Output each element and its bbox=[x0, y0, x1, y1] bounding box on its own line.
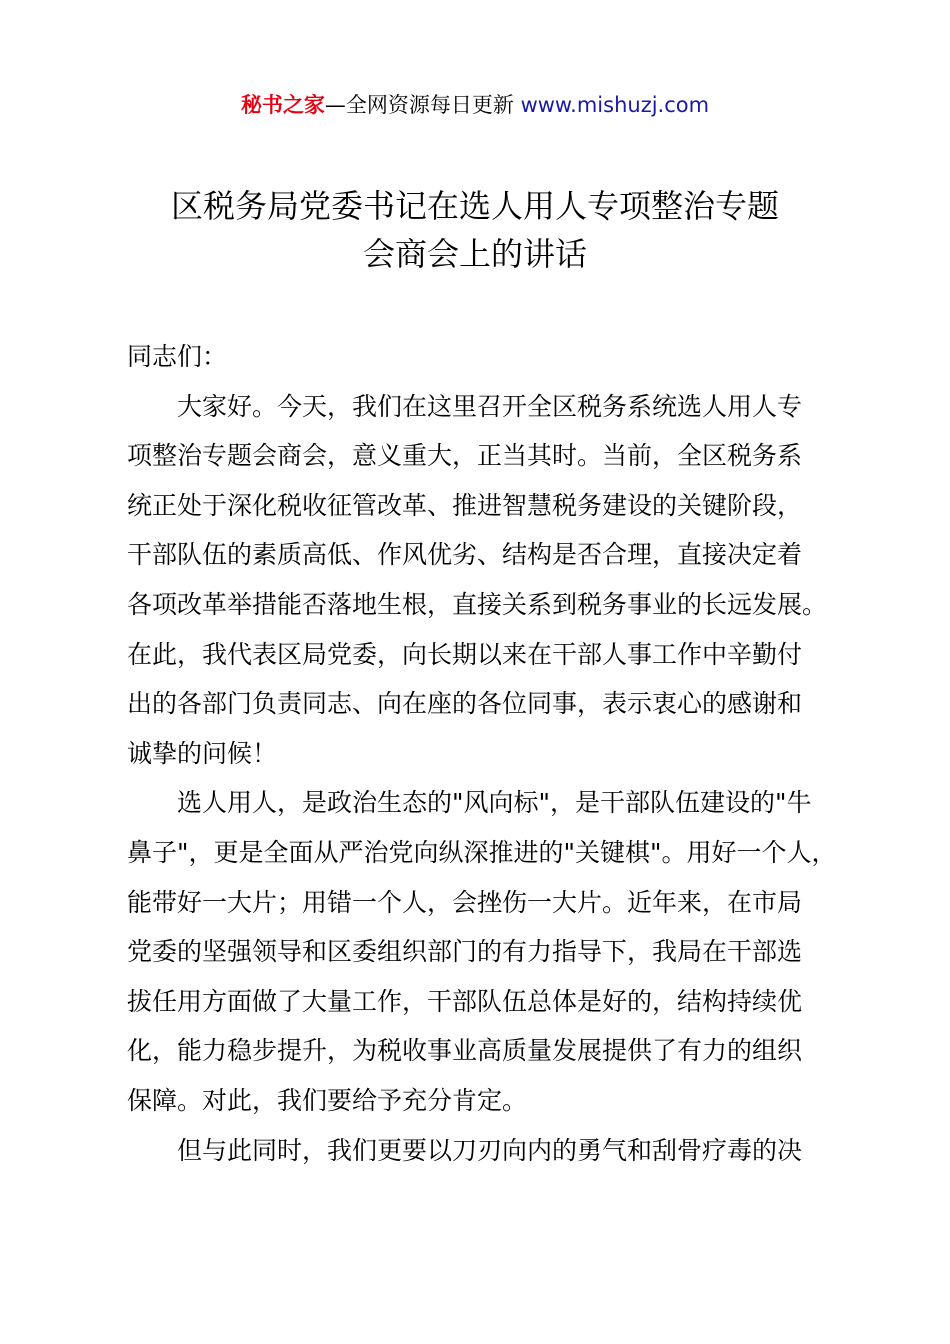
title-line-1: 区税务局党委书记在选人用人专项整治专题 bbox=[170, 187, 779, 225]
paragraph-3 bbox=[127, 1126, 832, 1176]
document-body bbox=[127, 332, 837, 1175]
paragraph-line: 干部队伍的素质高低、作风优劣、结构是否合理，直接决定着 bbox=[127, 540, 803, 570]
paragraph-line: 诚挚的问候！ bbox=[127, 738, 278, 768]
paragraph-line: 化，能力稳步提升，为税收事业高质量发展提供了有力的组织 bbox=[127, 1036, 803, 1066]
paragraph-line: 能带好一大片；用错一个人，会挫伤一大片。近年来，在市局 bbox=[127, 887, 803, 917]
title-line-2: 会商会上的讲话 bbox=[362, 235, 587, 273]
brand-name: 秘书之家 bbox=[240, 93, 325, 117]
paragraph-2 bbox=[127, 778, 837, 1125]
paragraph-line: 在此，我代表区局党委，向长期以来在干部人事工作中辛勤付 bbox=[127, 639, 803, 669]
paragraph-line: 统正处于深化税收征管改革、推进智慧税务建设的关键阶段， bbox=[127, 490, 803, 520]
paragraph-line: 党委的坚强领导和区委组织部门的有力指导下，我局在干部选 bbox=[127, 937, 803, 967]
paragraph-line: 各项改革举措能否落地生根，直接关系到税务事业的长远发展。 bbox=[127, 589, 828, 619]
header-url-link[interactable]: www.mishuzj.com bbox=[520, 93, 710, 117]
header-tagline: —全网资源每日更新 bbox=[324, 93, 521, 117]
paragraph-line: 大家好。今天，我们在这里召开全区税务系统选人用人专 bbox=[177, 391, 803, 421]
salutation: 同志们： bbox=[127, 342, 228, 371]
paragraph-line: 项整治专题会商会，意义重大，正当其时。当前，全区税务系 bbox=[127, 441, 803, 471]
paragraph-line: 出的各部门负责同志、向在座的各位同事，表示衷心的感谢和 bbox=[127, 689, 803, 719]
paragraph-line: 拔任用方面做了大量工作，干部队伍总体是好的，结构持续优 bbox=[127, 986, 803, 1016]
paragraph-1 bbox=[127, 382, 832, 779]
paragraph-line: 选人用人，是政治生态的"风向标"，是干部队伍建设的"牛 bbox=[177, 788, 812, 818]
site-header bbox=[0, 88, 950, 122]
paragraph-line: 但与此同时，我们更要以刀刃向内的勇气和刮骨疗毒的决 bbox=[177, 1135, 803, 1165]
paragraph-line: 保障。对此，我们要给予充分肯定。 bbox=[127, 1085, 528, 1115]
paragraph-line: 鼻子"，更是全面从严治党向纵深推进的"关键棋"。用好一个人， bbox=[127, 837, 837, 867]
document-title bbox=[100, 182, 850, 278]
